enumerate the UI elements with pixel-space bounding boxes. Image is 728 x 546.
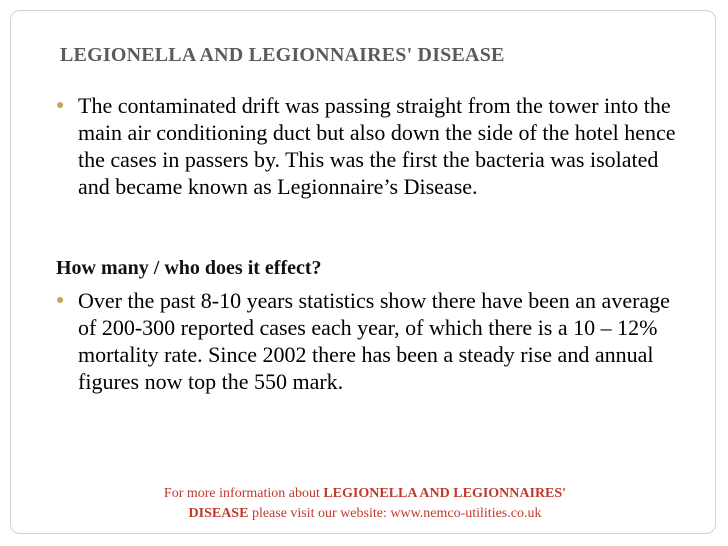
footer-info xyxy=(60,484,670,524)
bullet-icon: ● xyxy=(56,98,65,113)
paragraph-contaminated-drift: The contaminated drift was passing straight from the tower into the main air conditioning duct but also down the side of the hotel hence the cases in passers by. This was the first the bacteria was isolated and became known as Legionnaire’s Disease. xyxy=(78,93,676,199)
bullet-icon: ● xyxy=(56,293,65,308)
slide-title: LEGIONELLA AND LEGIONNAIRES' DISEASE xyxy=(60,44,505,66)
subheading-how-many: How many / who does it effect? xyxy=(56,257,322,279)
footer-bold-topic-end: DISEASE xyxy=(188,506,249,521)
paragraph-statistics: Over the past 8-10 years statistics show there have been an average of 200-300 reported cases each year, of which there is a 10 – 12% mortality rate. Since 2002 there has been a steady rise and annual figures now top the 550 mark. xyxy=(78,288,670,394)
footer-bold-topic: LEGIONELLA AND LEGIONNAIRES' xyxy=(323,486,567,501)
footer-website-text: please visit our website: www.nemco-utilities.co.uk xyxy=(248,506,542,521)
footer-prefix: For more information about xyxy=(163,486,324,501)
